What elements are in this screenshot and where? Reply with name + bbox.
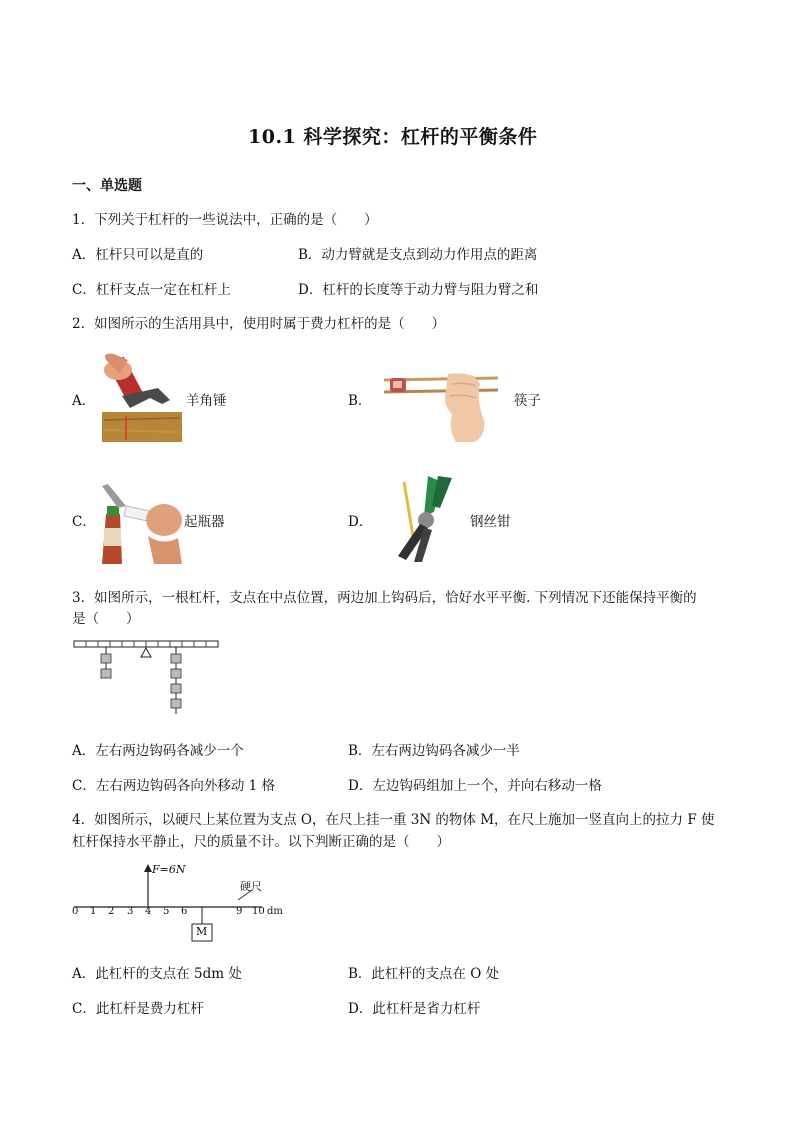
q3-stem-line1: 3．如图所示，一根杠杆，支点在中点位置，两边加上钩码后，恰好水平平衡. 下列情况下还能保持平衡的 [72,590,697,606]
claw-hammer-image [100,352,184,444]
tick-0: 0 [72,906,79,917]
q2-option-b-label: 筷子 [514,393,541,409]
q2-option-c-letter: C． [72,514,96,530]
bottle-opener-image [96,484,186,566]
q1-option-c: C．杠杆支点一定在杠杆上 [72,282,231,298]
q2-option-b-letter: B． [348,393,372,409]
q1-option-d: D．杠杆的长度等于动力臂与阻力臂之和 [298,282,539,298]
q1-stem: 1．下列关于杠杆的一些说法中，正确的是（ ） [72,212,378,228]
q3-option-a: A．左右两边钩码各减少一个 [72,743,244,759]
q4-option-d: D．此杠杆是省力杠杆 [348,1001,481,1017]
q3-stem-line2: 是（ ） [72,611,140,627]
q3-option-c: C．左右两边钩码各向外移动 1 格 [72,778,276,794]
tick-9: 9 [236,906,243,917]
tick-6: 6 [181,906,188,917]
q1-option-a: A．杠杆只可以是直的 [72,247,204,263]
q4-option-b: B．此杠杆的支点在 O 处 [348,966,500,982]
q2-option-c-label: 起瓶器 [184,514,225,530]
chopsticks-image [382,370,500,444]
force-label: F=6N [152,863,186,876]
q1-option-b: B．动力臂就是支点到动力作用点的距离 [298,247,538,263]
q3-option-b: B．左右两边钩码各减少一半 [348,743,520,759]
mass-label: M [196,925,208,938]
q3-option-d: D．左边钩码组加上一个，并向右移动一格 [348,778,602,794]
wire-pliers-image [380,472,456,564]
lever-weights-diagram [72,638,222,722]
section-heading: 一、单选题 [72,178,142,194]
q2-option-d-letter: D． [348,514,373,530]
tick-1: 1 [90,906,97,917]
tick-10: 10 [252,906,265,917]
page-title: 10.1 科学探究：杠杆的平衡条件 [248,126,538,148]
tick-2: 2 [108,906,115,917]
q2-option-a-label: 羊角锤 [186,393,227,409]
ruler-label: 硬尺 [240,880,262,893]
unit-label: dm [267,906,283,917]
tick-5: 5 [163,906,170,917]
q4-stem-line1: 4．如图所示，以硬尺上某位置为支点 O，在尺上挂一重 3N 的物体 M，在尺上施加一竖直向上的拉力 F 使 [72,812,715,828]
tick-3: 3 [127,906,134,917]
q4-option-c: C．此杠杆是费力杠杆 [72,1001,204,1017]
ruler-force-diagram [66,860,296,946]
q4-stem-line2: 杠杆保持水平静止，尺的质量不计。以下判断正确的是（ ） [72,834,450,850]
q4-option-a: A．此杠杆的支点在 5dm 处 [72,966,242,982]
q2-option-d-label: 钢丝钳 [470,514,511,530]
tick-4: 4 [145,906,152,917]
q2-stem: 2．如图所示的生活用具中，使用时属于费力杠杆的是（ ） [72,316,446,332]
q2-option-a-letter: A． [72,393,96,409]
